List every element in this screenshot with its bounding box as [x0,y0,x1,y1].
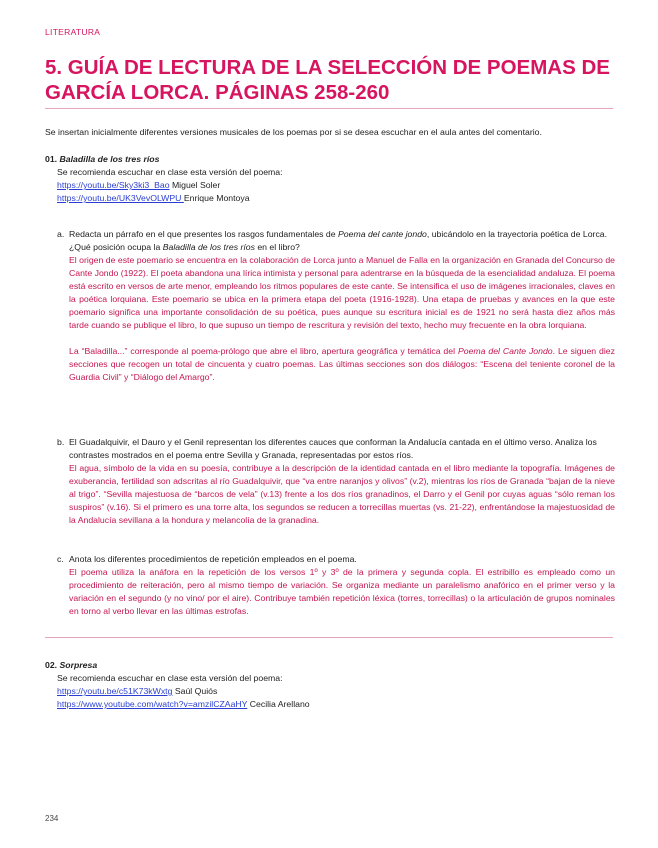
poem-1-artist-1: Miguel Soler [169,180,221,190]
answer-c: El poema utiliza la anáfora en la repetición de los versos 1º y 3º de la primera y segunda copla. El estribillo es empleado como un procedimiento de reiteración, pero al mismo tiempo de variación. Se organiza mediante un paralelismo anafórico en el primer verso y la variación en el segundo (y no vino/ por el aire). Contribuye también repetición léxica (torres, torrecillas) o la articulación de grupos nominales en torno al verbo llevar en las últimas estrofas. [69,567,615,616]
question-c-text: Anota los diferentes procedimientos de repetición empleados en el poema. [69,554,357,564]
question-a-text: en el libro? [254,242,300,252]
poem-1-link-row [45,192,615,205]
question-c [57,553,615,566]
poem-2-link-1[interactable]: https://youtu.be/c51K73kWxtg [57,686,173,696]
poem-1-block [45,153,615,205]
question-a-poem-title: Baladilla de los tres ríos [162,242,255,252]
poem-2-recommend: Se recomienda escuchar en clase esta versión del poema: [57,673,283,683]
question-c-marker: c. [57,554,64,564]
poem-2-heading [45,659,615,672]
poem-1-link-row [45,179,615,192]
answer-a [57,254,615,384]
poem-1-link-2[interactable]: https://youtu.be/UK3VevOLWPU [57,193,184,203]
question-a-book-title: Poema del cante jondo [338,229,427,239]
intro-paragraph: Se insertan inicialmente diferentes versiones musicales de los poemas por si se desea escuchar en el aula antes del comentario. [45,127,542,137]
poem-2-artist-2: Cecilia Arellano [247,699,310,709]
answer-a-text: . Le siguen diez secciones que recogen un total de cincuenta y cuatro poemas. Las últimas secciones son dos diálogos: “Escena del teniente coronel de la Guardia Civil” y “Diálogo del Amargo”. [69,346,615,382]
question-a [57,228,615,254]
poem-2-block [45,659,615,711]
question-b-text: El Guadalquivir, el Dauro y el Genil representan los diferentes cauces que conforman la Andalucía cantada en el último verso. Analiza los contrastes mostrados en el poema entre Sevilla y Granada, representadas por estos ríos. [69,437,597,460]
answer-a-book-title: Poema del Cante Jondo [457,346,553,356]
section-label: LITERATURA [45,27,101,37]
poem-2-artist-1: Saúl Quiós [172,686,218,696]
page-number: 234 [45,814,59,823]
question-a-block [57,228,615,384]
answer-a-paragraph-2 [69,345,615,384]
answer-a-paragraph-1: El origen de este poemario se encuentra en la colaboración de Lorca junto a Manuel de Falla en la organización en Granada del Concurso de Cante Jondo (1922). El poeta abandona una lírica intimista y personal para adentrarse en la búsqueda de la esencialidad andaluza. El poema está escrito en versos de arte menor, empleando los ritmos populares de este cante. Se intensifica el uso de imágenes irracionales, claves en la poética lorquiana. Este poemario se ubica en la primera etapa del poeta (1916-1928). Una etapa de pruebas y avances en la que este poemario significa una importante consolidación de su poética, pues aunque su escritura inicial es de 1921 no será hasta diez años más tarde cuando se publique el libro, lo que supuso un tiempo de rescritura y revisión del texto, hecho muy frecuente en la obra lorquiana. [69,255,615,330]
question-a-marker: a. [57,229,65,239]
poem-1-link-1[interactable]: https://youtu.be/Sky3ki3_Bao [57,180,170,190]
question-a-text: Redacta un párrafo en el que presentes los rasgos fundamentales de [69,229,339,239]
poem-2-link-row [45,698,615,711]
page-title: 5. GUÍA DE LECTURA DE LA SELECCIÓN DE POEMAS DE GARCÍA LORCA. PÁGINAS 258-260 [45,56,610,104]
section-divider [45,637,613,638]
poem-1-recommend: Se recomienda escuchar en clase esta versión del poema: [57,167,283,177]
question-b-marker: b. [57,437,65,447]
poem-2-link-row [45,685,615,698]
title-divider [45,108,613,109]
poem-2-link-2[interactable]: https://www.youtube.com/watch?v=amzilCZAaHY [57,699,248,709]
poem-1-title: Baladilla de los tres ríos [59,154,160,164]
question-a-text: , ubicándolo en la trayectoria poética de Lorca. ¿Qué posición ocupa la [69,229,608,252]
question-b [57,436,615,462]
question-c-block [57,553,615,618]
poem-1-artist-2: Enrique Montoya [183,193,250,203]
answer-a-text: La “Baladilla...” corresponde al poema-prólogo que abre el libro, apertura geográfica y temática del [69,346,458,356]
answer-b: El agua, símbolo de la vida en su poesía, contribuye a la descripción de la identidad cantada en el libro mediante la topografía. Imágenes de exuberancia, fertilidad son adscritas al río Guadalquivir, que “va entre naranjos y olivos” (v.2), mientras los ríos de Granada “bajan de la nieve al trigo”. “Sevilla majestuosa de “barcos de vela” (v.13) frente a los dos ríos granadinos, el Darro y el Genil por cuyas aguas “sólo reman los suspiros” (v.16). Si el primero es una torre alta, los segundos se reducen a torrecillas muertas (vs. 21-22), enfrentándose la majestuosidad de la Andalucía sevillana a la hondura y melancolía de la granadina. [69,463,615,525]
question-b-block [57,436,615,527]
poem-2-title: Sorpresa [59,660,98,670]
poem-1-number: 01. [45,154,58,164]
poem-2-number: 02. [45,660,58,670]
poem-1-heading [45,153,615,166]
